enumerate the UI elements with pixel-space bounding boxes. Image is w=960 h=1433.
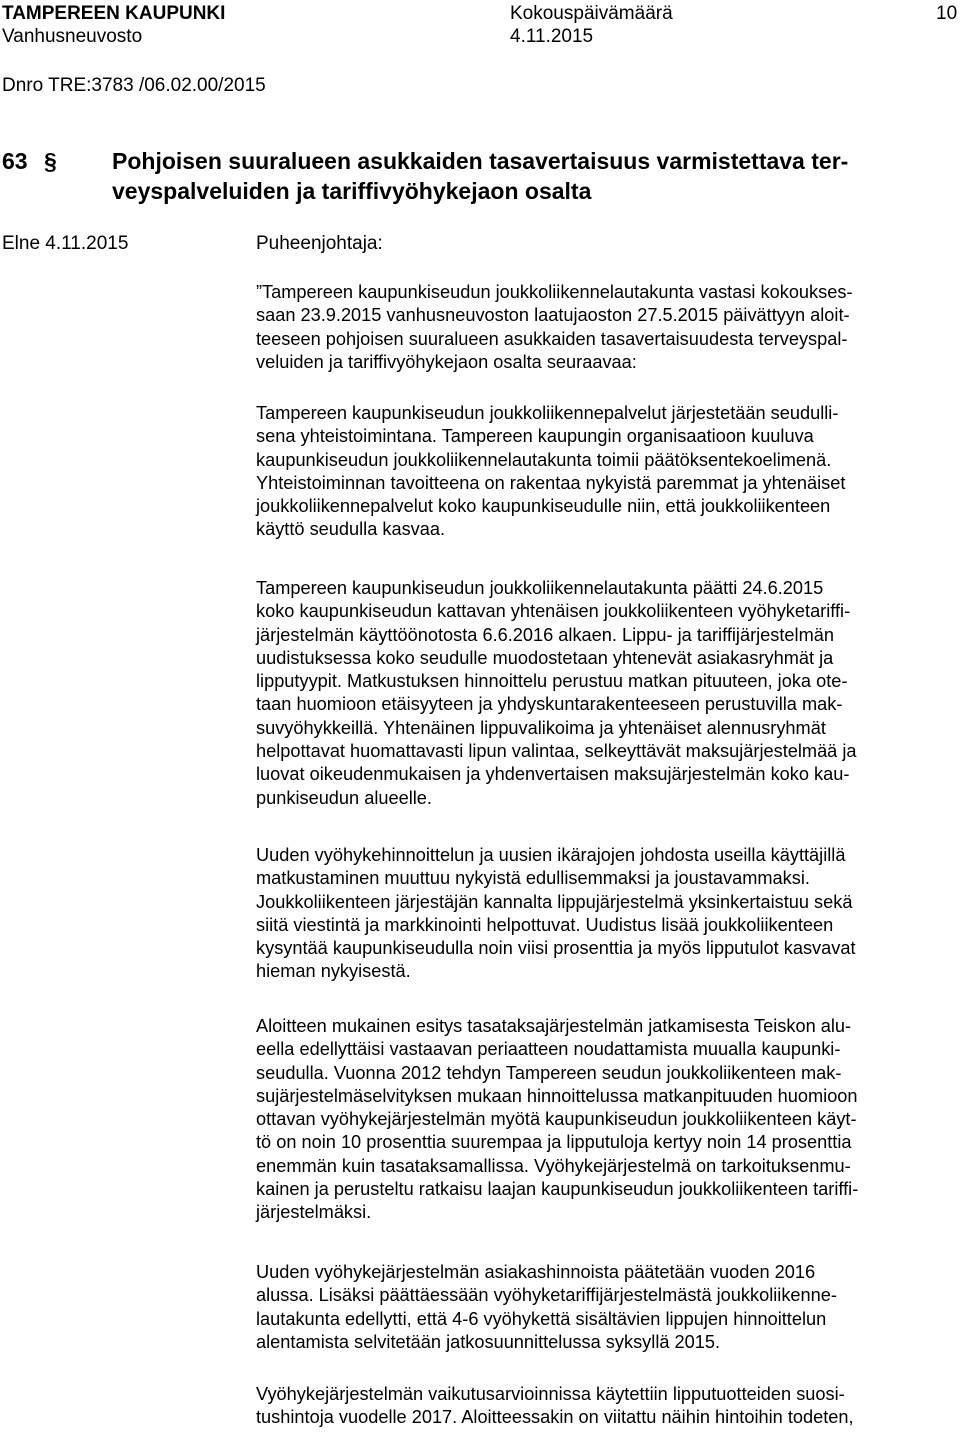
text-line: lipputyypit. Matkustuksen hinnoittelu perustuu matkan pituuteen, joka ote- xyxy=(256,671,848,692)
section-title xyxy=(112,146,952,206)
text-line: kysyntää kaupunkiseudulla noin viisi prosenttia ja myös lipputulot kasvavat xyxy=(256,938,856,959)
paragraph xyxy=(256,1015,956,1225)
body-name: Vanhusneuvosto xyxy=(2,26,143,47)
text-line: eella edellyttäisi vastaavan periaatteen noudattamista muualla kaupunki- xyxy=(256,1039,841,1060)
paragraph xyxy=(256,1261,956,1354)
text-line: alentamista selvitetään jatkosuunnittelussa syksyllä 2015. xyxy=(256,1331,721,1352)
text-line: järjestelmäksi. xyxy=(256,1202,372,1223)
text-line: punkiseudun alueelle. xyxy=(256,787,432,808)
text-line: luovat oikeudenmukaisen ja yhdenvertaisen maksujärjestelmän koko kau- xyxy=(256,764,850,785)
text-line: kainen ja perusteltu ratkaisu laajan kaupunkiseudun joukkoliikenteen tariffi- xyxy=(256,1179,859,1200)
text-line: suvyöhykkeillä. Yhtenäinen lippuvalikoima ja yhtenäiset alennusryhmät xyxy=(256,717,826,738)
text-line: ottavan vyöhykejärjestelmän myötä kaupunkiseudun joukkoliikenteen käyt- xyxy=(256,1109,857,1130)
text-line: joukkoliikennepalvelut koko kaupunkiseudulle niin, että joukkoliikenteen xyxy=(256,496,831,517)
text-line: järjestelmän käyttöönotosta 6.6.2016 alkaen. Lippu- ja tariffijärjestelmän xyxy=(256,624,834,645)
text-line: Uuden vyöhykejärjestelmän asiakashinnoista päätetään vuoden 2016 xyxy=(256,1262,816,1282)
paragraph xyxy=(256,1383,956,1430)
section-number: 63 xyxy=(2,148,28,174)
text-line: matkustaminen muuttuu nykyistä edullisemmaksi ja joustavammaksi. xyxy=(256,868,810,889)
text-line: taan huomioon etäisyyteen ja yhdyskuntarakenteeseen perustuvilla mak- xyxy=(256,694,843,715)
text-line: Aloitteen mukainen esitys tasataksajärjestelmän jatkamisesta Teiskon alu- xyxy=(256,1016,852,1036)
text-line: kaupunkiseudun joukkoliikennelautakunta toimii päätöksentekoelimenä. xyxy=(256,449,832,470)
section-title-line: Pohjoisen suuralueen asukkaiden tasavertaisuus varmistettava ter- xyxy=(112,148,849,174)
text-line: käyttö seudulla kasvaa. xyxy=(256,519,446,540)
text-line: Tampereen kaupunkiseudun joukkoliikennepalvelut järjestetään seudulli- xyxy=(256,403,839,423)
text-line: ”Tampereen kaupunkiseudun joukkoliikennelautakunta vastasi kokoukses- xyxy=(256,282,853,302)
page-number: 10 xyxy=(936,3,958,24)
organization-name: TAMPEREEN KAUPUNKI xyxy=(2,3,226,24)
text-line: Tampereen kaupunkiseudun joukkoliikennelautakunta päätti 24.6.2015 xyxy=(256,578,824,598)
text-line: teeseen pohjoisen suuralueen asukkaiden tasavertaisuudesta terveyspal- xyxy=(256,328,848,349)
paragraph xyxy=(256,281,956,374)
text-line: veluiden ja tariffivyöhykejaon osalta seuraavaa: xyxy=(256,351,637,372)
meeting-date: 4.11.2015 xyxy=(510,26,594,47)
section-symbol: § xyxy=(44,148,57,174)
text-line: saan 23.9.2015 vanhusneuvoston laatujaoston 27.5.2015 päivättyyn aloit- xyxy=(256,305,850,326)
text-line: uudistuksessa koko seudulle muodostetaan yhtenevät asiakasryhmät ja xyxy=(256,647,834,668)
text-line: sujärjestelmäselvityksen mukaan hinnoittelussa matkanpituuden huomioon xyxy=(256,1085,858,1106)
meeting-date-label: Kokouspäivämäärä xyxy=(510,3,673,24)
text-line: siitä viestintä ja markkinointi helpottuvat. Uudistus lisää joukkoliikenteen xyxy=(256,914,834,935)
text-line: Joukkoliikenteen järjestäjän kannalta lippujärjestelmä yksinkertaistuu sekä xyxy=(256,891,853,912)
text-line: Uuden vyöhykehinnoittelun ja uusien ikärajojen johdosta useilla käyttäjillä xyxy=(256,845,846,865)
text-line: Vyöhykejärjestelmän vaikutusarvioinnissa käytettiin lipputuotteiden suosi- xyxy=(256,1384,845,1404)
text-line: enemmän kuin tasataksamallissa. Vyöhykejärjestelmä on tarkoituksenmu- xyxy=(256,1155,851,1176)
paragraph xyxy=(256,844,956,984)
speaker-label: Puheenjohtaja: xyxy=(256,233,383,254)
section-title-line: veyspalveluiden ja tariffivyöhykejaon osalta xyxy=(112,178,592,204)
text-line: alussa. Lisäksi päättäessään vyöhyketariffijärjestelmästä joukkoliikenne- xyxy=(256,1285,837,1306)
text-line: lautakunta edellytti, että 4-6 vyöhykettä sisältävien lippujen hinnoittelun xyxy=(256,1308,827,1329)
text-line: helpottavat huomattavasti lipun valintaa, selkeyttävät maksujärjestelmää ja xyxy=(256,741,857,762)
text-line: tushintoja vuodelle 2017. Aloitteessakin on viitattu näihin hintoihin todeten, xyxy=(256,1407,854,1428)
record-number: Dnro TRE:3783 /06.02.00/2015 xyxy=(2,75,266,96)
text-line: hieman nykyisestä. xyxy=(256,961,411,982)
text-line: tö on noin 10 prosenttia suurempaa ja lipputuloja kertyy noin 14 prosenttia xyxy=(256,1132,852,1153)
paragraph xyxy=(256,402,956,542)
text-line: Yhteistoiminnan tavoitteena on rakentaa nykyistä paremmat ja yhtenäiset xyxy=(256,472,846,493)
text-line: sena yhteistoimintana. Tampereen kaupungin organisaatioon kuuluva xyxy=(256,426,814,447)
preparer-and-date: Elne 4.11.2015 xyxy=(2,233,129,254)
text-line: koko kaupunkiseudun kattavan yhtenäisen joukkoliikenteen vyöhyketariffi- xyxy=(256,601,851,622)
paragraph xyxy=(256,577,956,810)
text-line: seudulla. Vuonna 2012 tehdyn Tampereen seudun joukkoliikenteen mak- xyxy=(256,1062,842,1083)
